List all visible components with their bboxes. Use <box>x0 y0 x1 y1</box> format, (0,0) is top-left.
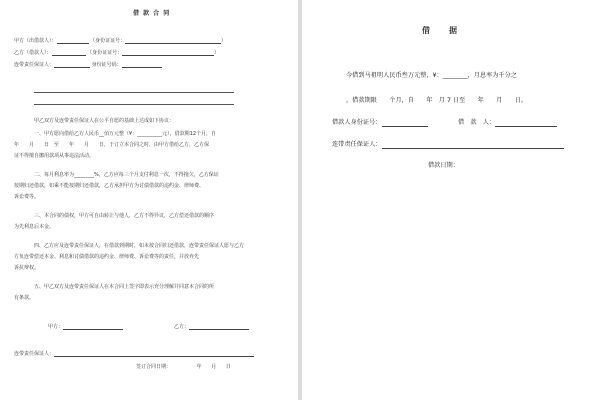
party-b-signature-line <box>189 324 249 330</box>
party-b-label: 乙方（借款人）： <box>14 50 52 56</box>
clause-2-line-2: 按期归还借款，如乘不能按期归还借款，乙方承担甲方为讨债借款的违约金、律师费、 <box>14 183 205 189</box>
clause-2-line-3: 诉讼费等。 <box>14 194 40 200</box>
clause-1-line-1: 一、甲方愿向借给乙方人民币__佰万元整（¥：__________元），借款期12个月，自 <box>34 131 217 137</box>
iou-guarantor-row <box>332 141 564 149</box>
party-b-signature-label: 乙方： <box>174 324 190 330</box>
guarantor-id-line <box>122 62 162 68</box>
clause-1-line-2: 年 月 日 至 年 月 日，于订立本合同之时，由甲方借给乙方，乙方保 <box>14 142 210 148</box>
party-a-signature-line <box>63 324 123 330</box>
party-a-signature-label: 甲方： <box>48 324 64 330</box>
iou-guarantor-label: 连带责任保证人： <box>332 141 382 148</box>
iou-guarantor-line <box>382 142 564 149</box>
clause-1-line-3: 证不得擅自挪用款项从事违法活动。 <box>14 153 95 159</box>
iou-page <box>302 0 600 400</box>
blank-line-1 <box>34 92 234 93</box>
borrower-id-line <box>382 120 428 127</box>
party-b-name-line <box>52 50 86 56</box>
guarantor-signature-label: 连带责任保证人： <box>14 351 55 357</box>
guarantor-label: 连带责任保证人： <box>14 62 55 68</box>
clause-2-line-1: 二、每月利息率为________%，乙方应每三个月支付利息一次，不得拖欠，乙方保证 <box>34 172 219 178</box>
party-a-label: 甲方（出借款人）： <box>14 38 57 44</box>
clause-4-line-1: 四、乙方应及连带责任保证人，在借款到期时，如未按合同归还借款，连带责任保证人愿与乙方 <box>34 243 245 249</box>
guarantor-id-label: 身份证号码： <box>91 62 122 68</box>
party-b-id-line <box>122 50 214 56</box>
borrower-signature-line <box>495 120 557 127</box>
borrower-id-row <box>332 119 428 127</box>
guarantor-row <box>14 62 162 68</box>
clause-3-line-2: 为先利息后本金。 <box>14 224 55 230</box>
party-b-row: 乙方（借款人）： （身份证证号： ） <box>14 50 220 56</box>
borrower-id-label: 借款人身份证号： <box>332 119 382 126</box>
contract-title: 借 款 合 同 <box>133 10 171 17</box>
clause-5-line-1: 五、甲乙双方及连带责任保证人在本合同上签字即表示充分理解并同意本合同的所 <box>34 284 215 290</box>
borrower-label: 借 款 人： <box>458 119 496 126</box>
month-label: 月 <box>211 364 217 370</box>
clause-4-line-2: 方负连带偿还本金、利息和讨债借款的违约金、律师费、诉讼费等的责任，并放弃先 <box>14 254 200 260</box>
guarantor-signature-line <box>54 351 254 357</box>
party-a-signature <box>48 324 123 330</box>
guarantor-signature <box>14 351 254 357</box>
party-a-id-line <box>125 38 221 44</box>
party-b-id-label: （身份证证号： <box>87 50 123 56</box>
clause-5-line-2: 有条款。 <box>14 295 35 301</box>
iou-title: 借 据 <box>422 26 458 35</box>
clause-4-line-3: 诉抗辩权。 <box>14 265 40 271</box>
day-label: 日 <box>225 364 231 370</box>
guarantor-name-line <box>54 62 90 68</box>
loan-contract-page <box>0 0 298 400</box>
party-b-signature <box>174 324 249 330</box>
party-a-row: 甲方（出借款人）： （身份证证号： ） <box>14 38 227 44</box>
borrower-row <box>458 119 557 127</box>
iou-line-1: 今借到马祖明人民币叁万元整，¥：________，月息率为千分之 <box>346 72 517 79</box>
clause-3-line-1: 三、本合同的债权，甲方可自由转让与他人，乙方不得异议，乙方偿还借款的顺序 <box>34 213 215 219</box>
iou-line-2: ，借款期限 个月，自 年 月 7 日至 年 月 日。 <box>346 97 528 104</box>
signing-date-label: 签订合同日期： <box>136 364 172 370</box>
iou-date-label: 借款日期： <box>428 162 459 169</box>
party-a-id-label: （身份证证号： <box>90 38 126 44</box>
blank-line-2 <box>34 104 234 105</box>
year-label: 年 <box>196 364 202 370</box>
contract-intro: 甲乙双方及连带责任保证人在公平自愿的基础上达成如下协议： <box>34 118 175 124</box>
party-a-name-line <box>57 38 89 44</box>
signing-date <box>136 364 231 370</box>
